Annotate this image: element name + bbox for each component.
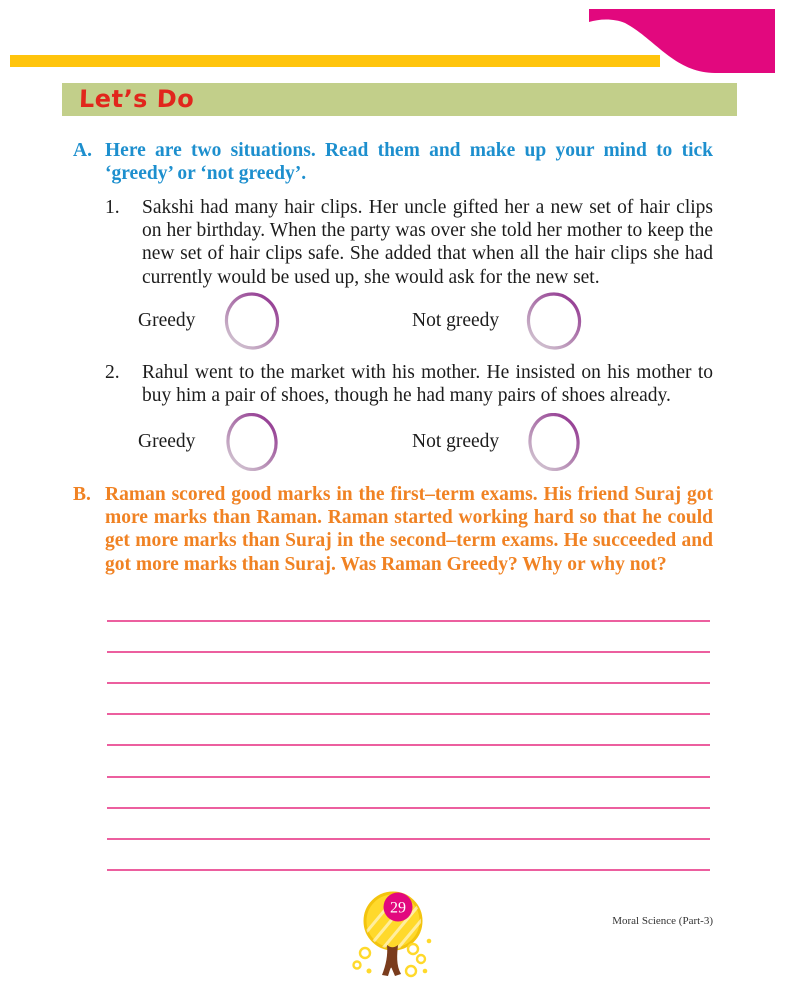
page-number-tree-logo [341,879,445,983]
not-greedy-label-1: Not greedy [412,310,500,331]
circle-stroke [225,413,278,471]
item-1-text: Sakshi had many hair clips. Her uncle gifted her a new set of hair clips on her birthday. When the party was over she told her mother to keep the new set of hair clips safe. She added that when all the hair clips she had currently would be used up, she would ask for the new set. [142,197,713,288]
lets-do-title: Let’s Do [78,85,195,113]
ribbon-shape [589,9,775,73]
greedy-tick-circle-1[interactable] [224,292,280,350]
greedy-label-2: Greedy [138,431,196,452]
item-2-choices [138,413,608,471]
circle-stroke [527,413,580,471]
section-b-label: B. [73,484,91,505]
not-greedy-label-2: Not greedy [412,431,500,452]
magenta-corner-ribbon [589,9,775,73]
item-2-number: 2. [105,362,120,383]
not-greedy-tick-circle-2[interactable] [526,413,582,471]
item-2-text: Rahul went to the market with his mother. He insisted on his mother to buy him a pair of shoes, though he had many pairs of shoes already. [142,362,713,407]
answer-line[interactable] [107,591,710,622]
circle-stroke [224,292,280,350]
answer-line[interactable] [107,684,710,715]
item-1-number: 1. [105,197,120,218]
item-1-choices [138,292,608,350]
circle-stroke [526,292,582,350]
greedy-tick-circle-2[interactable] [224,413,280,471]
footer-book-title: Moral Science (Part-3) [612,915,713,927]
section-b-text: Raman scored good marks in the first–term exams. His friend Suraj got more marks than Raman. Raman started working hard so that he could get more marks than Suraj in the second–term exams. He succeeded and got more marks than Suraj. Was Raman Greedy? Why or why not? [105,484,713,575]
page-number: 29 [390,899,406,917]
section-a-label: A. [73,140,92,161]
answer-area[interactable] [107,591,710,871]
answer-line[interactable] [107,622,710,653]
yellow-rule [10,55,660,67]
answer-line[interactable] [107,746,710,777]
answer-line[interactable] [107,653,710,684]
not-greedy-tick-circle-1[interactable] [526,292,582,350]
item-2 [105,361,713,407]
section-b [73,483,713,576]
answer-line[interactable] [107,840,710,871]
answer-line[interactable] [107,715,710,746]
item-1 [105,196,713,289]
lets-do-banner [62,83,737,116]
section-a-heading: Here are two situations. Read them and make up your mind to tick ‘greedy’ or ‘not greedy’. [105,140,713,185]
answer-line[interactable] [107,778,710,809]
answer-line[interactable] [107,809,710,840]
section-a [73,139,713,185]
greedy-label-1: Greedy [138,310,196,331]
